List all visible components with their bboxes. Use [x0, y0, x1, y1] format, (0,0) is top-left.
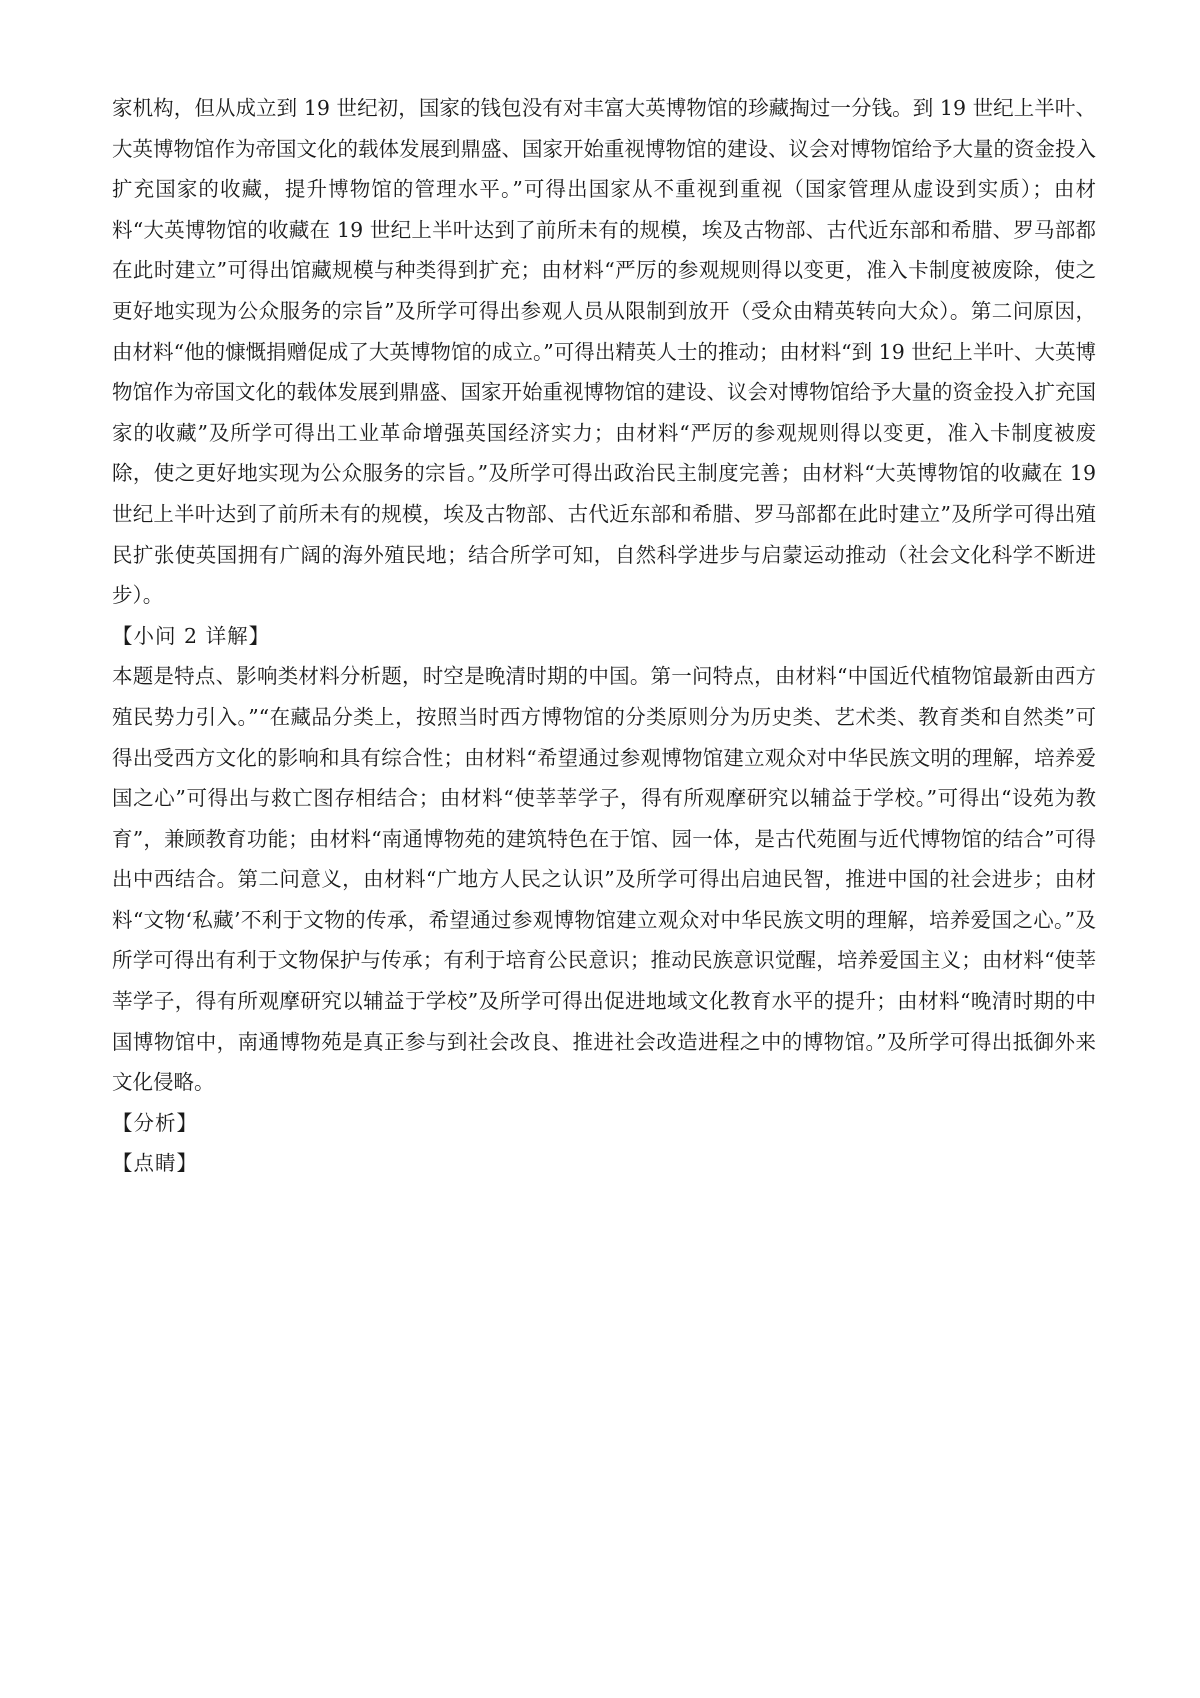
- heading-analysis: 【分析】: [112, 1110, 198, 1135]
- answer-paragraph-q2: 本题是特点、影响类材料分析题，时空是晚清时期的中国。第一问特点，由材料“中国近代植物馆最新由西方殖民势力引入。”“在藏品分类上，按照当时西方博物馆的分类原则分为历史类、艺术类、教育类和自然类”可得出受西方文化的影响和具有综合性；由材料“希望通过参观博物馆建立观众对中华民族文明的理解，培养爱国之心”可得出与救亡图存相结合；由材料“使莘莘学子，得有所观摩研究以辅益于学校。”可得出“设苑为教育”，兼顾教育功能；由材料“南通博物苑的建筑特色在于馆、园一体，是古代苑囿与近代博物馆的结合”可得出中西结合。第二问意义，由材料“广地方人民之认识”及所学可得出启迪民智，推进中国的社会进步；由材料“文物‘私藏’不利于文物的传承，希望通过参观博物馆建立观众对中华民族文明的理解，培养爱国之心。”及所学可得出有利于文物保护与传承；有利于培育公民意识；推动民族意识觉醒，培养爱国主义；由材料“使莘莘学子，得有所观摩研究以辅益于学校”及所学可得出促进地域文化教育水平的提升；由材料“晚清时期的中国博物馆中，南通博物苑是真正参与到社会改良、推进社会改造进程之中的博物馆。”及所学可得出抵御外来文化侵略。: [112, 664, 1096, 1095]
- answer-paragraph-q1: 家机构，但从成立到 19 世纪初，国家的钱包没有对丰富大英博物馆的珍藏掏过一分钱。到 19 世纪上半叶、大英博物馆作为帝国文化的载体发展到鼎盛、国家开始重视博物馆的建设、议会对博物馆给予大量的资金投入扩充国家的收藏，提升博物馆的管理水平。”可得出国家从不重视到重视（国家管理从虚设到实质）；由材料“大英博物馆的收藏在 19 世纪上半叶达到了前所未有的规模，埃及古物部、古代近东部和希腊、罗马部都在此时建立”可得出馆藏规模与种类得到扩充；由材料“严厉的参观规则得以变更，准入卡制度被废除，使之更好地实现为公众服务的宗旨”及所学可得出参观人员从限制到放开（受众由精英转向大众）。第二问原因，由材料“他的慷慨捐赠促成了大英博物馆的成立。”可得出精英人士的推动；由材料“到 19 世纪上半叶、大英博物馆作为帝国文化的载体发展到鼎盛、国家开始重视博物馆的建设、议会对博物馆给予大量的资金投入扩充国家的收藏”及所学可得出工业革命增强英国经济实力；由材料“严厉的参观规则得以变更，准入卡制度被废除，使之更好地实现为公众服务的宗旨。”及所学可得出政治民主制度完善；由材料“大英博物馆的收藏在 19 世纪上半叶达到了前所未有的规模，埃及古物部、古代近东部和希腊、罗马部都在此时建立”及所学可得出殖民扩张使英国拥有广阔的海外殖民地；结合所学可知，自然科学进步与启蒙运动推动（社会文化科学不断进步）。: [112, 96, 1096, 608]
- heading-comment: 【点睛】: [112, 1151, 198, 1176]
- document-body: [112, 88, 1096, 1184]
- heading-question-2-detail: 【小问 2 详解】: [112, 623, 271, 648]
